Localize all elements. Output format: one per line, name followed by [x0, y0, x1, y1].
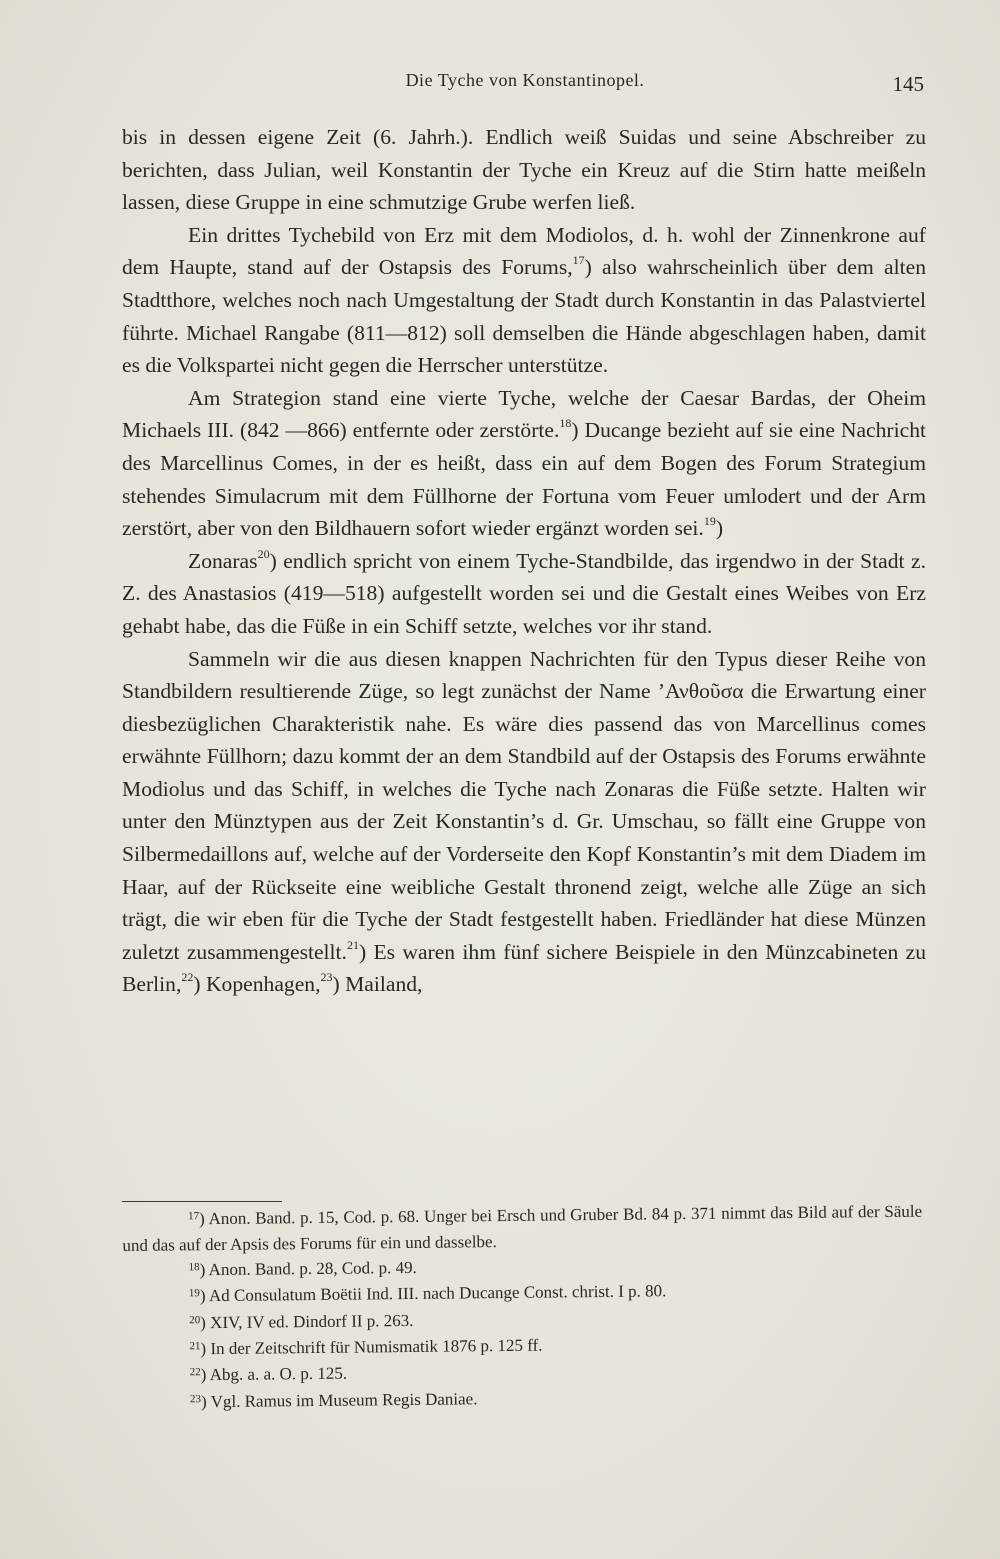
footnote-ref-19[interactable]: 19: [703, 513, 716, 528]
footnote-ref-22[interactable]: 22: [181, 970, 194, 985]
paragraph-1: [122, 121, 926, 219]
paragraph-3-text-b: ) Ducange bezieht auf sie eine Nachricht des Marcellinus Comes, in der es heißt, dass ein auf dem Bogen des Forum Strategium stehendes Simulacrum mit dem Füllhorne der Fortuna vom Feuer umlodert und der Arm zerstört, aber von den Bildhauern sofort wieder ergänzt worden sei.: [122, 418, 926, 541]
paragraph-2: [122, 219, 926, 382]
footnote-mark: 18: [188, 1261, 200, 1274]
main-text: [122, 121, 926, 1001]
footnote-text: ) Anon. Band. p. 15, Cod. p. 68. Unger bei Ersch und Gruber Bd. 84 p. 371 nimmt das Bild auf der Säule und das auf der Apsis des Forums für ein und dasselbe.: [122, 1201, 923, 1256]
page-number: 145: [892, 72, 924, 96]
paragraph-5: [122, 643, 926, 1002]
paragraph-3: [122, 382, 926, 545]
footnote-mark: 21: [189, 1340, 201, 1353]
footnote-text: ) Vgl. Ramus im Museum Regis Daniae.: [200, 1389, 478, 1412]
footnote-mark: 19: [188, 1287, 200, 1300]
paragraph-5-text-b: ) Es waren ihm fünf sichere Beispiele in den Münzcabineten zu Berlin,: [122, 939, 927, 997]
paragraph-4-text-a: Zonaras: [188, 548, 258, 573]
footnote-ref-18[interactable]: 18: [559, 416, 572, 431]
footnote-text: ) In der Zeitschrift für Numismatik 1876 p. 125 ff.: [200, 1335, 543, 1359]
paragraph-5-text-c: ) Kopenhagen,: [193, 972, 321, 997]
footnote-separator: [122, 1201, 282, 1202]
footnote-text: ) Abg. a. a. O. p. 125.: [200, 1364, 348, 1385]
footnote-text: ) XIV, IV ed. Dindorf II p. 263.: [200, 1310, 414, 1332]
footnote-text: ) Ad Consulatum Boëtii Ind. III. nach Ducange Const. christ. I p. 80.: [199, 1281, 667, 1306]
footnote-mark: 22: [189, 1366, 201, 1379]
running-head: Die Tyche von Konstantinopel.: [405, 70, 645, 90]
footnote-ref-23[interactable]: 23: [320, 970, 333, 985]
footnote-mark: 23: [189, 1393, 202, 1406]
paragraph-5-text-d: ) Mailand,: [332, 972, 423, 997]
paragraph-2-text-b: ) also wahrscheinlich über dem alten Stadtthore, welches noch nach Umgestaltung der Stadt durch Konstantin in das Palastviertel führte. Michael Rangabe (811—812) soll demselben die Hände abgeschlagen haben, damit es die Volkspartei nicht gegen die Herrscher unterstütze.: [122, 255, 926, 378]
paragraph-5-text-a: Sammeln wir die aus diesen knappen Nachrichten für den Typus dieser Reihe von Standbildern resultierende Züge, so legt zunächst der Name ’Ανθοῦσα die Erwartung einer diesbezüglichen Charakteristik nahe. Es wäre dies passend das von Marcellinus comes erwähnte Füllhorn; dazu kommt der an dem Standbild auf der Ostapsis des Forums erwähnte Modiolus und das Schiff, in welches die Tyche nach Zonaras die Füße setzte. Halten wir unter den Münztypen aus der Zeit Konstantin’s d. Gr. Umschau, so fällt eine Gruppe von Silbermedaillons auf, welche auf der Vorderseite den Kopf Konstantin’s mit dem Diadem im Haar, auf der Rückseite eine weibliche Gestalt thronend zeigt, welche alle Züge an sich trägt, die wir eben für die Tyche der Stadt festgestellt haben. Friedländer hat diese Münzen zuletzt zusammengestellt.: [122, 646, 926, 964]
footnote-17: [122, 1200, 922, 1259]
footnote-ref-21[interactable]: 21: [346, 937, 359, 952]
paragraph-3-text-a: Am Strategion stand eine vierte Tyche, welche der Caesar Bardas, der Oheim Michaels III. (842 —866) entfernte oder zerstörte.: [122, 385, 926, 443]
footnote-ref-20[interactable]: 20: [257, 546, 270, 561]
footnote-mark: 20: [189, 1313, 201, 1326]
paragraph-1-text: bis in dessen eigene Zeit (6. Jahrh.). Endlich weiß Suidas und seine Abschreiber zu berichten, dass Julian, weil Konstantin der Tyche ein Kreuz auf die Stirn hatte meißeln lassen, diese Gruppe in eine schmutzige Grube werfen ließ.: [122, 125, 926, 215]
footnote-text: ) Anon. Band. p. 28, Cod. p. 49.: [199, 1257, 417, 1280]
page-header: [122, 70, 928, 102]
paragraph-4-text-b: ) endlich spricht von einem Tyche-Standbilde, das irgendwo in der Stadt z. Z. des Anastasios (419—518) aufgestellt worden sei und die Gestalt eines Weibes von Erz gehabt habe, das die Füße in ein Schiff setzte, welches vor ihr stand.: [122, 548, 926, 638]
paragraph-3-text-c: ): [715, 516, 724, 541]
footnotes: [122, 1200, 924, 1418]
footnote-mark: 17: [188, 1210, 200, 1223]
paragraph-4: [122, 545, 926, 643]
paragraph-2-text-a: Ein drittes Tychebild von Erz mit dem Modiolos, d. h. wohl der Zinnenkrone auf dem Haupte, stand auf der Ostapsis des Forums,: [122, 222, 926, 280]
footnote-ref-17[interactable]: 17: [572, 253, 585, 268]
